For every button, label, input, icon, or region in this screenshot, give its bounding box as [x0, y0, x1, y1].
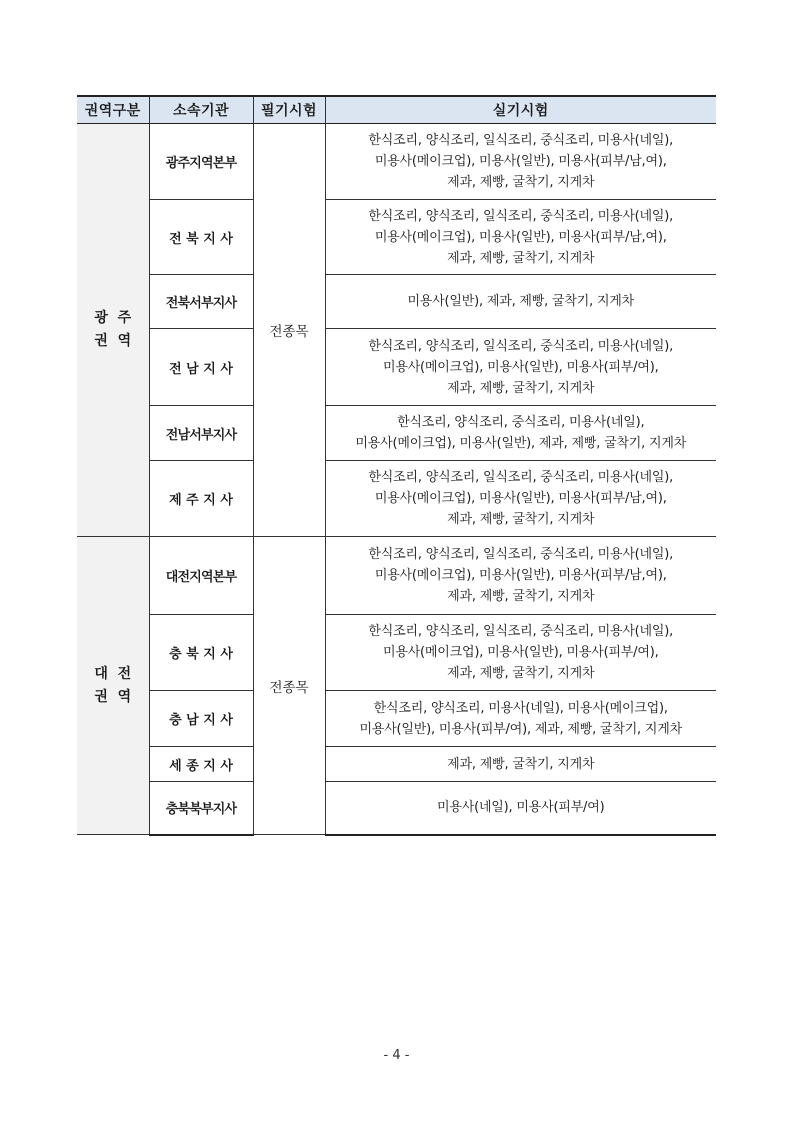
practical-line: 미용사(일반), 미용사(피부/여), 제과, 제빵, 굴착기, 지게차 — [359, 721, 682, 737]
org-cell: 충 북 지 사 — [149, 615, 253, 691]
header-region: 권역구분 — [77, 96, 149, 124]
exam-location-table — [77, 95, 716, 836]
practical-line: 한식조리, 양식조리, 일식조리, 중식조리, 미용사(네일), — [368, 470, 674, 485]
org-cell: 대전지역본부 — [149, 537, 253, 615]
org-cell: 세 종 지 사 — [149, 747, 253, 782]
practical-exam-cell — [325, 615, 716, 691]
org-cell: 전북서부지사 — [149, 275, 253, 329]
table-row — [77, 537, 716, 615]
practical-line: 제과, 제빵, 굴착기, 지게차 — [447, 175, 595, 190]
org-cell: 전남서부지사 — [149, 406, 253, 461]
header-practical-exam: 실기시험 — [325, 96, 716, 124]
page-number: - 4 - — [383, 1048, 410, 1063]
org-cell: 충북북부지사 — [149, 782, 253, 835]
table-row — [77, 782, 716, 835]
practical-exam-cell — [325, 406, 716, 461]
practical-exam-cell — [325, 124, 716, 200]
practical-line: 한식조리, 양식조리, 일식조리, 중식조리, 미용사(네일), — [368, 208, 674, 224]
practical-exam-cell — [325, 200, 716, 275]
table-row — [77, 747, 716, 782]
practical-line: 미용사(네일), 미용사(피부/여) — [437, 800, 605, 816]
written-exam-cell: 전종목 — [253, 124, 325, 537]
practical-line: 미용사(일반), 제과, 제빵, 굴착기, 지게차 — [407, 294, 635, 309]
org-cell: 전 북 지 사 — [149, 200, 253, 275]
practical-line: 미용사(메이크업), 미용사(일반), 미용사(피부/여), — [382, 359, 659, 375]
practical-line: 미용사(메이크업), 미용사(일반), 미용사(피부/남,여), — [374, 154, 667, 169]
practical-line: 미용사(메이크업), 미용사(일반), 미용사(피부/남,여), — [374, 491, 667, 506]
region-cell-daejeon — [77, 537, 149, 835]
written-exam-cell: 전종목 — [253, 537, 325, 835]
org-cell: 광주지역본부 — [149, 124, 253, 200]
table-header-row — [77, 96, 716, 124]
region-name-line: 광 주 — [94, 310, 132, 326]
practical-line: 한식조리, 양식조리, 일식조리, 중식조리, 미용사(네일), — [368, 624, 674, 639]
practical-line: 한식조리, 양식조리, 일식조리, 중식조리, 미용사(네일), — [368, 547, 674, 562]
practical-line: 한식조리, 양식조리, 미용사(네일), 미용사(메이크업), — [373, 700, 668, 716]
practical-exam-cell — [325, 691, 716, 747]
table-row — [77, 615, 716, 691]
table-row — [77, 200, 716, 275]
table-row — [77, 275, 716, 329]
practical-exam-cell — [325, 461, 716, 537]
practical-line: 미용사(메이크업), 미용사(일반), 미용사(피부/남,여), — [374, 229, 667, 245]
table-row — [77, 406, 716, 461]
practical-line: 한식조리, 양식조리, 중식조리, 미용사(네일), — [397, 415, 645, 430]
header-written-exam: 필기시험 — [253, 96, 325, 124]
practical-line: 제과, 제빵, 굴착기, 지게차 — [447, 589, 595, 604]
region-name-line: 권 역 — [94, 688, 132, 705]
table-row — [77, 691, 716, 747]
region-name-line: 권 역 — [94, 333, 132, 349]
practical-line: 제과, 제빵, 굴착기, 지게차 — [447, 666, 595, 681]
practical-exam-cell — [325, 747, 716, 782]
practical-line: 제과, 제빵, 굴착기, 지게차 — [447, 380, 595, 396]
practical-line: 한식조리, 양식조리, 일식조리, 중식조리, 미용사(네일), — [368, 338, 674, 354]
org-cell: 충 남 지 사 — [149, 691, 253, 747]
practical-line: 미용사(메이크업), 미용사(일반), 제과, 제빵, 굴착기, 지게차 — [355, 436, 687, 451]
region-name-line: 대 전 — [94, 665, 132, 682]
header-org: 소속기관 — [149, 96, 253, 124]
practical-exam-cell — [325, 537, 716, 615]
table-row — [77, 124, 716, 200]
practical-line: 미용사(메이크업), 미용사(일반), 미용사(피부/남,여), — [374, 568, 667, 583]
practical-line: 미용사(메이크업), 미용사(일반), 미용사(피부/여), — [382, 645, 659, 660]
practical-exam-cell — [325, 782, 716, 835]
practical-line: 제과, 제빵, 굴착기, 지게차 — [447, 512, 595, 527]
table-row — [77, 461, 716, 537]
practical-exam-cell — [325, 275, 716, 329]
region-cell-gwangju — [77, 124, 149, 537]
org-cell: 전 남 지 사 — [149, 329, 253, 406]
practical-line: 제과, 제빵, 굴착기, 지게차 — [447, 250, 595, 266]
table-row — [77, 329, 716, 406]
practical-line: 제과, 제빵, 굴착기, 지게차 — [447, 756, 595, 772]
practical-line: 한식조리, 양식조리, 일식조리, 중식조리, 미용사(네일), — [368, 133, 674, 148]
practical-exam-cell — [325, 329, 716, 406]
org-cell: 제 주 지 사 — [149, 461, 253, 537]
